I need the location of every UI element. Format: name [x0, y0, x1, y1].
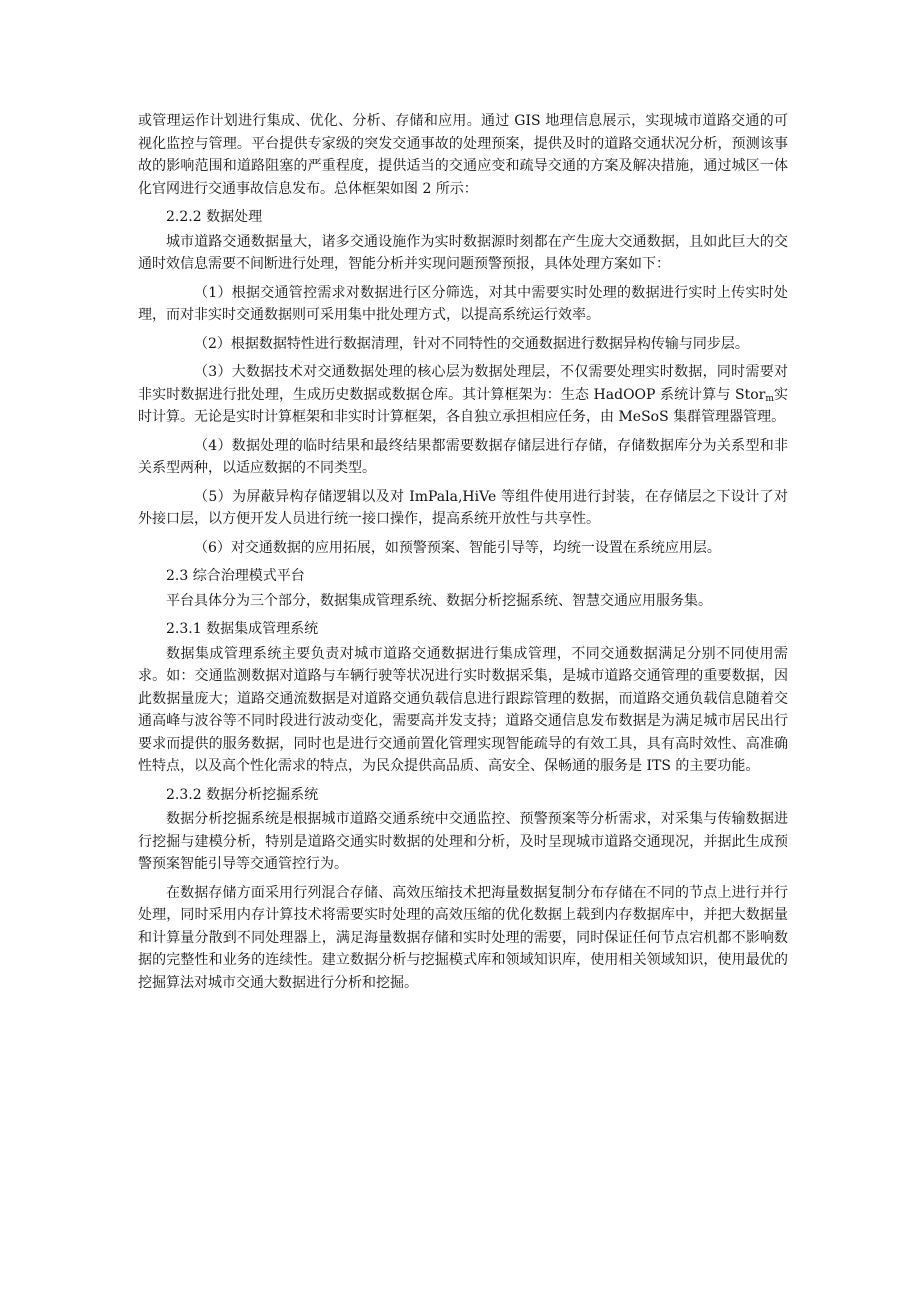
section-heading-2-3: 2.3 综合治理模式平台: [166, 568, 305, 584]
paragraph-data-storage: 在数据存储方面采用行列混合存储、高效压缩技术把海量数据复制分布存储在不同的节点上进行并行处理，同时采用内存计算技术将需要实时处理的高效压缩的优化数据上载到内存数据库中，并把大数据量和计算量分散到不同处理器上，满足海量数据存储和实时处理的需要，同时保证任何节点宕机都不影响数据的完整性和业务的连续性。建立数据分析与挖掘模式库和领域知识库，使用相关领域知识，使用最优的挖掘算法对城市交通大数据进行分析和挖掘。: [138, 884, 788, 991]
list-item-6: （6）对交通数据的应用拓展，如预警预案、智能引导等，均统一设置在系统应用层。: [194, 539, 721, 556]
list-item-2: （2）根据数据特性进行数据清理，针对不同特性的交通数据进行数据异构传输与同步层。: [194, 335, 749, 352]
paragraph-data-integration: 数据集成管理系统主要负责对城市道路交通数据进行集成管理，不同交通数据满足分别不同使用需求。如：交通监测数据对道路与车辆行驶等状况进行实时数据采集，是城市道路交通管理的重要数据，因此数据量庞大；道路交通流数据是对道路交通负载信息进行跟踪管理的数据，而道路交通负载信息随着交通高峰与波谷等不同时段进行波动变化，需要高并发支持；道路交通信息发布数据是为满足城市居民出行要求而提供的服务数据，同时也是进行交通前置化管理实现智能疏导的有效工具，具有高时效性、高准确性特点，以及高个性化需求的特点，为民众提供高品质、高安全、保畅通的服务是 ITS 的主要功能。: [138, 645, 788, 774]
list-item-4: （4）数据处理的临时结果和最终结果都需要数据存储层进行存储，存储数据库分为关系型和非关系型两种，以适应数据的不同类型。: [138, 437, 788, 476]
section-heading-2-3-2: 2.3.2 数据分析挖掘系统: [166, 786, 319, 803]
list-item-3: [138, 361, 788, 429]
list-item-3-subscript: m: [765, 393, 774, 404]
paragraph-data-processing: 城市道路交通数据量大，诸多交通设施作为实时数据源时刻都在产生庞大交通数据，且如此巨大的交通时效信息需要不间断进行处理，智能分析并实现问题预警预报，具体处理方案如下：: [138, 233, 788, 272]
paragraph-intro-continued: 或管理运作计划进行集成、优化、分析、存储和应用。通过 GIS 地理信息展示，实现城市道路交通的可视化监控与管理。平台提供专家级的突发交通事故的处理预案，提供及时的道路交通状况分析，预测该事故的影响范围和道路阻塞的严重程度，提供适当的交通应变和疏导交通的方案及解决措施，通过城区一体化官网进行交通事故信息发布。总体框架如图 2 所示：: [138, 113, 788, 197]
document-body: [138, 110, 788, 1000]
paragraph-platform-parts: 平台具体分为三个部分，数据集成管理系统、数据分析挖掘系统、智慧交通应用服务集。: [166, 592, 712, 609]
list-item-3-text-after: 实时计算。无论是实时计算框架和非实时计算框架，各自独立承担相应任务，由 MeSoS 集群管理器管理。: [138, 386, 788, 425]
list-item-3-text-before: （3）大数据技术对交通数据处理的核心层为数据处理层，不仅需要处理实时数据，同时需要对非实时数据进行批处理，生成历史数据或数据仓库。其计算框架为：生态 HadOOP 系统计算与 Stor: [138, 364, 788, 403]
list-item-5: （5）为屏蔽异构存储逻辑以及对 ImPala,HiVe 等组件使用进行封装，在存储层之下设计了对外接口层，以方便开发人员进行统一接口操作，提高系统开放性与共享性。: [138, 488, 788, 527]
section-heading-2-2-2: 2.2.2 数据处理: [166, 209, 263, 225]
list-item-1: （1）根据交通管控需求对数据进行区分筛选，对其中需要实时处理的数据进行实时上传实时处理，而对非实时交通数据则可采用集中批处理方式，以提高系统运行效率。: [138, 284, 788, 323]
paragraph-data-mining: 数据分析挖掘系统是根据城市道路交通系统中交通监控、预警预案等分析需求，对采集与传输数据进行挖掘与建模分析，特别是道路交通实时数据的处理和分析，及时呈现城市道路交通现况，并据此生成预警预案智能引导等交通管控行为。: [138, 811, 788, 872]
section-heading-2-3-1: 2.3.1 数据集成管理系统: [166, 621, 319, 637]
